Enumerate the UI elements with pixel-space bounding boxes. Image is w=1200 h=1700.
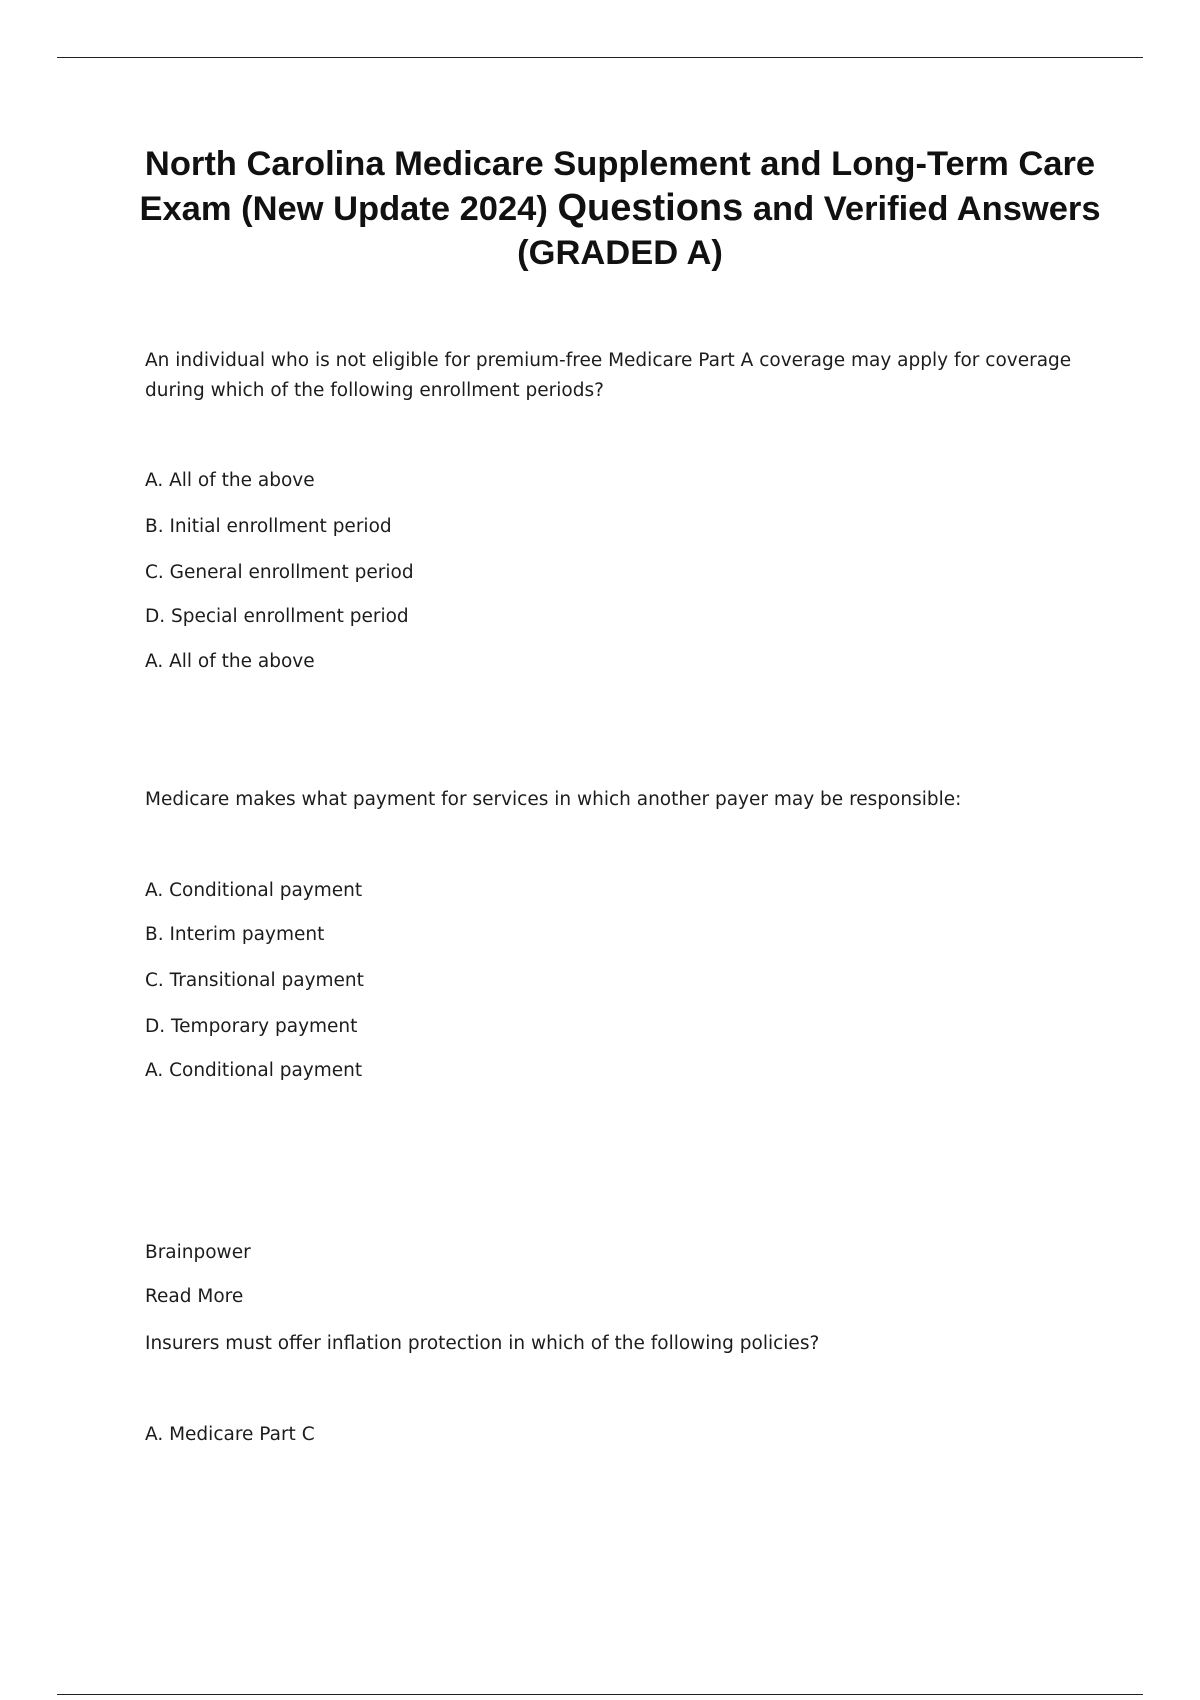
question-1-answer: A. All of the above [145, 651, 315, 672]
question-2-option-c: C. Transitional payment [145, 970, 364, 991]
question-2-option-a: A. Conditional payment [145, 880, 363, 901]
question-3-text: Insurers must offer inflation protection in which of the following policies? [145, 1333, 820, 1354]
question-1-option-d: D. Special enrollment period [145, 606, 409, 627]
title-part-1: North Carolina Medicare Supplement and Long-Term Care Exam (New Update 2024) [139, 145, 1096, 228]
question-2-text: Medicare makes what payment for services in which another payer may be responsible: [145, 789, 962, 810]
question-2-option-b: B. Interim payment [145, 924, 325, 945]
bottom-rule [57, 1694, 1143, 1695]
question-2-answer: A. Conditional payment [145, 1060, 363, 1081]
question-1-option-c: C. General enrollment period [145, 562, 414, 583]
question-1-option-b: B. Initial enrollment period [145, 516, 392, 537]
question-3-option-a: A. Medicare Part C [145, 1424, 315, 1445]
read-more-link[interactable]: Read More [145, 1286, 244, 1307]
promo-brand: Brainpower [145, 1242, 251, 1263]
question-2-option-d: D. Temporary payment [145, 1016, 358, 1037]
title-part-3: and Verified Answers (GRADED A) [517, 190, 1101, 272]
top-rule [57, 57, 1143, 58]
title-part-2: Questions [557, 187, 744, 229]
question-1-text: An individual who is not eligible for premium-free Medicare Part A coverage may apply for coverage during which of the following enrollment periods? [145, 350, 1072, 401]
question-1-option-a: A. All of the above [145, 470, 315, 491]
document-title [120, 142, 1120, 275]
